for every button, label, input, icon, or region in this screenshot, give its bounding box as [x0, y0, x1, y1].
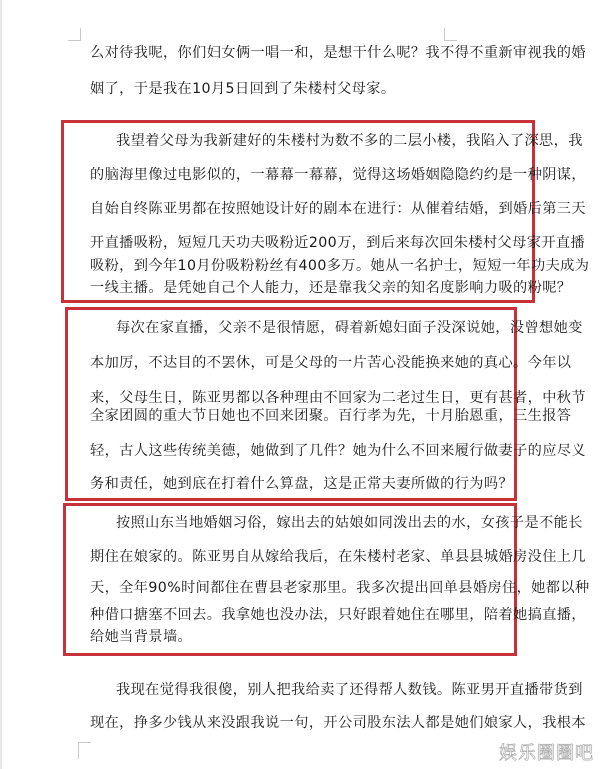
margin-corner-mark-bottom-left [78, 742, 91, 759]
margin-corner-mark-top-right [444, 28, 457, 41]
paragraph-2-line: 每次在家直播，父亲不是很情愿，碍着新媳妇面子没深说她，没曾想她变 [116, 320, 583, 336]
paragraph-2-line: 来，父母生日，陈亚男都以各种理由不回家为二老过生日，更有甚者，中秋节 [90, 390, 586, 406]
paragraph-1-line: 我望着父母为我新建好的朱楼村为数不多的二层小楼，我陷入了深思，我 [116, 133, 583, 149]
paragraph-1-line: 吸粉，到今年10月份吸粉粉丝有400多万。她从一名护士，短短一年功夫成为 [90, 258, 590, 274]
paragraph-2-line: 本加厉，不达目的不罢休，可是父母的一片苦心没能换来她的真心。今年以 [90, 355, 572, 371]
paragraph-2-line: 全家团圆的重大节日她也不回来团聚。百行孝为先，十月胎恩重，三生报答 [90, 408, 572, 424]
paragraph-3-line: 期住在娘家的。陈亚男自从嫁给我后，在朱楼村老家、单县县城婚房没住上几 [90, 549, 586, 565]
watermark: 娱乐圈圈吧 [499, 743, 594, 764]
closing-line: 现在，挣多少钱从来没跟我说一句，开公司股东法人都是她们娘家人，我根本 [90, 715, 586, 731]
intro-line: 姻了，于是我在10月5日回到了朱楼村父母家。 [90, 81, 396, 97]
page-edge [0, 0, 2, 769]
paragraph-3-line: 给她当背景墙。 [90, 629, 193, 645]
intro-line: 么对待我呢，你们妇女俩一唱一和，是想干什么呢？我不得不重新审视我的婚 [90, 45, 586, 61]
margin-corner-mark-top-left [68, 28, 81, 41]
paragraph-3-line: 种借口搪塞不回去。我拿她也没办法，只好跟着她住在哪里，陪着她搞直播， [90, 607, 586, 623]
paragraph-1-line: 的脑海里像过电影似的，一幕幕一幕幕，觉得这场婚姻隐隐约约是一种阴谋， [90, 167, 586, 183]
paragraph-2-line: 轻，古人这些传统美德，她做到了几件？她为什么不回来履行做妻子的应尽义 [90, 443, 586, 459]
paragraph-3-line: 按照山东当地婚姻习俗，嫁出去的姑娘如同泼出去的水，女孩子是不能长 [116, 515, 583, 531]
paragraph-1-line: 自始自终陈亚男都在按照她设计好的剧本在进行：从催着结婚，到婚后第三天 [90, 201, 586, 217]
paragraph-1-line: 开直播吸粉，短短几天功夫吸粉近200万，到后来每次回朱楼村父母家开直播 [90, 235, 586, 251]
paragraph-1-line: 一线主播。是凭她自己个人能力，还是靠我父亲的知名度影响力吸的粉呢？ [90, 280, 572, 296]
paragraph-3-line: 天，全年90%时间都住在曹县老家那里。我多次提出回单县婚房住，她都以种 [90, 580, 590, 596]
paragraph-2-line: 务和责任，她到底在打着什么算盘，这是正常夫妻所做的行为吗？ [90, 476, 514, 492]
closing-line: 我现在觉得我很傻，别人把我给卖了还得帮人数钱。陈亚男开直播带货到 [116, 682, 583, 698]
